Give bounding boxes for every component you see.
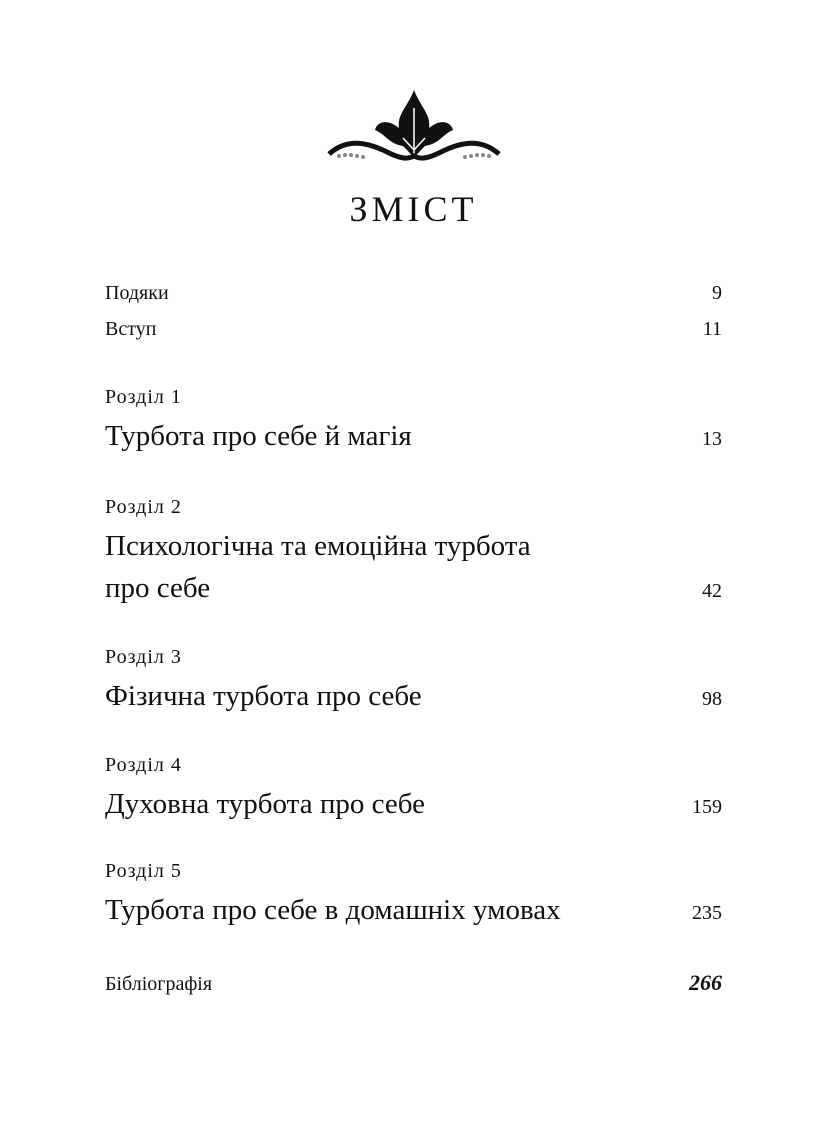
toc-entry-bibliography (105, 970, 722, 996)
toc-entry-chapter-4 (105, 788, 722, 821)
toc-entry-chapter-2 (105, 572, 722, 605)
page-number: 9 (712, 282, 722, 304)
chapter-label (105, 646, 722, 669)
chapter-number: Розділ 5 (105, 860, 182, 882)
page-number: 42 (702, 580, 722, 602)
toc-entry-acknowledgements (105, 282, 722, 305)
toc-entry-chapter-5 (105, 894, 722, 927)
entry-label: Подяки (105, 282, 169, 304)
page-number: 159 (692, 796, 722, 818)
entry-label: Вступ (105, 318, 157, 340)
toc-entry-chapter-2-line1 (105, 530, 722, 563)
page-number: 98 (702, 688, 722, 710)
chapter-label (105, 386, 722, 409)
chapter-title: про себе (105, 572, 211, 604)
chapter-label (105, 860, 722, 883)
chapter-number: Розділ 4 (105, 754, 182, 776)
page-title: ЗМІСТ (349, 189, 478, 229)
toc-entry-chapter-3 (105, 680, 722, 713)
entry-label: Бібліографія (105, 973, 213, 995)
chapter-label (105, 754, 722, 777)
chapter-number: Розділ 2 (105, 496, 182, 518)
toc-entry-introduction (105, 318, 722, 341)
toc-entry-chapter-1 (105, 420, 722, 453)
page-number: 235 (692, 902, 722, 924)
chapter-number: Розділ 1 (105, 386, 182, 408)
chapter-title: Турбота про себе в домашніх умовах (105, 894, 561, 926)
chapter-title: Турбота про себе й магія (105, 420, 412, 452)
page-number: 266 (689, 970, 722, 995)
chapter-title: Духовна турбота про себе (105, 788, 425, 820)
leaf-ornament-icon (327, 88, 501, 168)
chapter-number: Розділ 3 (105, 646, 182, 668)
chapter-title: Психологічна та емоційна турбота (105, 530, 531, 562)
page-number: 11 (702, 318, 722, 340)
chapter-label (105, 496, 722, 519)
chapter-title: Фізична турбота про себе (105, 680, 422, 712)
page-number: 13 (702, 428, 722, 450)
